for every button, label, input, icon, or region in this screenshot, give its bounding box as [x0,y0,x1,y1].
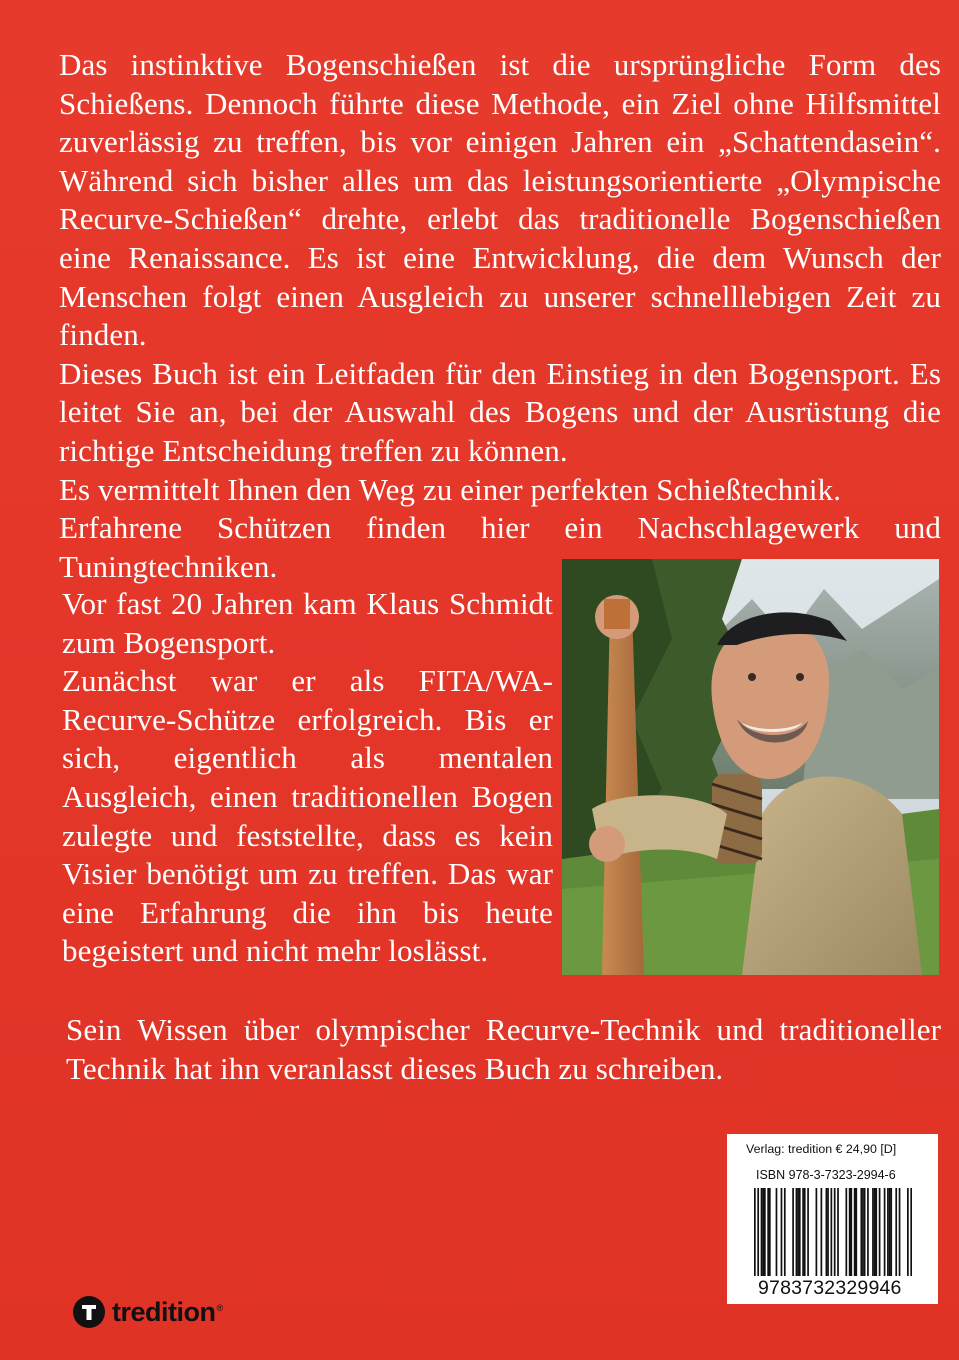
barcode-bar [875,1188,877,1276]
barcode-bar [776,1188,778,1276]
barcode-bar [827,1188,829,1276]
barcode-bar [887,1188,889,1276]
barcode-bar [762,1188,764,1276]
barcode-bar [767,1188,769,1276]
barcode-bar [879,1188,881,1276]
barcode-bar [849,1188,851,1276]
isbn-label: ISBN 978-3-7323-2994-6 [756,1168,896,1182]
bio-paragraph-2: Zunächst war er als FITA/WA-Recurve-Schütze erfolgreich. Bis er sich, eigentlich als mentalen Ausgleich, einen traditionellen Bogen zulegte und feststellte, dass es kein Visier benötigt um zu treffen. Das war eine Erfahrung die ihn bis heute begeistert und nicht mehr loslässt. [62,663,553,969]
barcode-bar [804,1188,806,1276]
barcode-bar [799,1188,801,1276]
barcode-bar [821,1188,823,1276]
barcode-bar [884,1188,886,1276]
barcode-bar [872,1188,874,1276]
barcode-bar [834,1188,836,1276]
registered-mark: ® [216,1302,223,1313]
barcode-bar [874,1188,876,1276]
tredition-logo-icon [72,1295,106,1329]
barcode-bar [854,1188,856,1276]
barcode-bar [816,1188,818,1276]
ean-digits: 9783732329946 [758,1277,902,1299]
bio-paragraph-1: Vor fast 20 Jahren kam Klaus Schmidt zum Bogensport. [62,586,553,660]
barcode-bar [899,1188,901,1276]
publisher-price: Verlag: tredition € 24,90 [D] [746,1142,897,1156]
barcode-bar [860,1188,862,1276]
intro-paragraph-3: Es vermittelt Ihnen den Weg zu einer perfekten Schießtechnik. [59,471,842,507]
barcode-bar [831,1188,833,1276]
barcode-bar [855,1188,857,1276]
barcode-bar [802,1188,804,1276]
closing-text [66,1011,941,1088]
barcode-bar [864,1188,866,1276]
barcode-bar [890,1188,892,1276]
barcode-bar [769,1188,771,1276]
intro-paragraph-4: Erfahrene Schützen finden hier ein Nachschlagewerk und Tuningtechniken. [59,510,941,584]
barcode-bar [797,1188,799,1276]
barcode-bar [889,1188,891,1276]
barcode-bar [754,1188,756,1276]
author-bio [62,585,553,971]
barcode-bar [907,1188,909,1276]
barcode-bar [757,1188,759,1276]
closing-paragraph: Sein Wissen über olympischer Recurve-Technik und traditioneller Technik hat ihn veranlasst dieses Buch zu schreiben. [66,1012,941,1086]
publisher-logo [72,1294,223,1330]
barcode-bar [826,1188,828,1276]
barcode-bar [792,1188,794,1276]
barcode-bar [867,1188,869,1276]
barcode-bar [784,1188,786,1276]
barcode [754,1188,912,1276]
isbn-barcode-box [727,1134,938,1304]
barcode-bar [862,1188,864,1276]
barcode-bar [764,1188,766,1276]
barcode-bar [761,1188,763,1276]
logo-wordmark-text: tredition [112,1296,216,1327]
intro-text [59,46,941,586]
intro-paragraph-2: Dieses Buch ist ein Leitfaden für den Einstieg in den Bogensport. Es leitet Sie an, bei der Auswahl des Bogens und der Ausrüstung die richtige Entscheidung treffen zu können. [59,355,941,468]
author-photo [562,559,939,975]
barcode-bar [895,1188,897,1276]
barcode-bar [845,1188,847,1276]
barcode-bar [910,1188,912,1276]
barcode-bar [837,1188,839,1276]
barcode-bar [796,1188,798,1276]
barcode-bar [850,1188,852,1276]
logo-wordmark [112,1296,223,1327]
intro-paragraph-1: Das instinktive Bogenschießen ist die ursprüngliche Form des Schießens. Dennoch führte diese Methode, ein Ziel ohne Hilfsmittel zuverlässig zu treffen, bis vor einigen Jahren ein „Schattendasein“. Während sich bisher alles um das leistungsorientierte „Olympische Recurve-Schießen“ drehte, erlebt das traditionelle Bogenschießen eine Renaissance. Es ist eine Entwicklung, die dem Wunsch der Menschen folgt einen Ausgleich zu unserer schnelllebigen Zeit zu finden. [59,47,941,353]
barcode-bar [781,1188,783,1276]
barcode-bar [807,1188,809,1276]
